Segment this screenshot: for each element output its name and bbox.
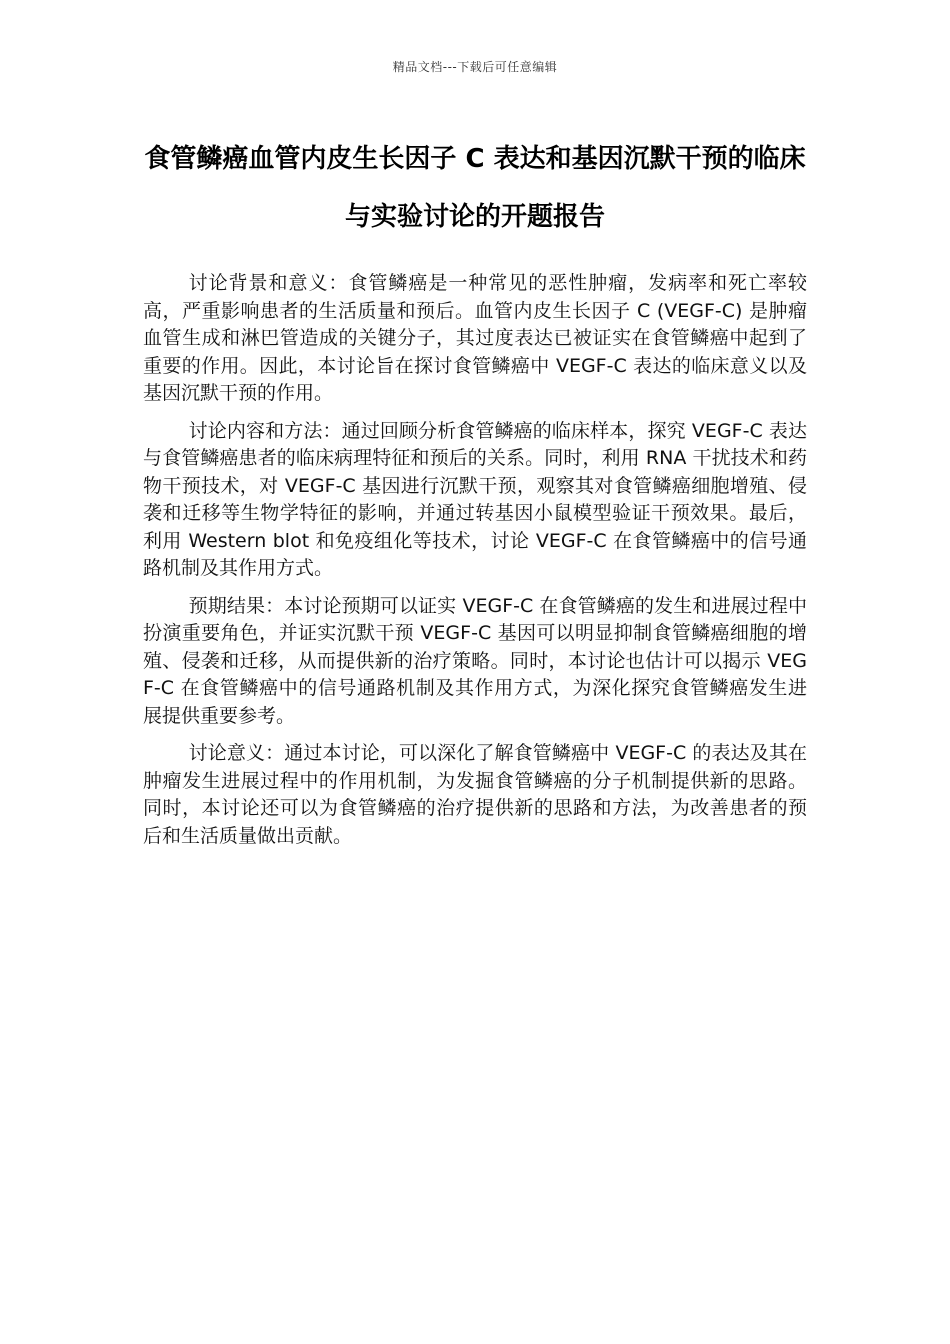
- header-note: 精品文档---下载后可任意编辑: [392, 60, 558, 74]
- document-body: [143, 270, 807, 860]
- paragraph-significance: 讨论意义：通过本讨论，可以深化了解食管鳞癌中 VEGF-C 的表达及其在肿瘤发生进展过程中的作用机制，为发掘食管鳞癌的分子机制提供新的思路。同时，本讨论还可以为食管鳞癌的治疗提供新的思路和方法，为改善患者的预后和生活质量做出贡献。: [143, 742, 807, 847]
- paragraph-methods: 讨论内容和方法：通过回顾分析食管鳞癌的临床样本，探究 VEGF-C 表达与食管鳞癌患者的临床病理特征和预后的关系。同时，利用 RNA 干扰技术和药物干预技术，对 VEGF-C 基因进行沉默干预，观察其对食管鳞癌细胞增殖、侵袭和迁移等生物学特征的影响，并通过转基因小鼠模型验证干预效果。最后，利用 Western blot 和免疫组化等技术，讨论 VEGF-C 在食管鳞癌中的信号通路机制及其作用方式。: [143, 419, 807, 579]
- paragraph-expected-results: 预期结果：本讨论预期可以证实 VEGF-C 在食管鳞癌的发生和进展过程中扮演重要角色，并证实沉默干预 VEGF-C 基因可以明显抑制食管鳞癌细胞的增殖、侵袭和迁移，从而提供新的治疗策略。同时，本讨论也估计可以揭示 VEGF-C 在食管鳞癌中的信号通路机制及其作用方式，为深化探究食管鳞癌发生进展提供重要参考。: [143, 594, 807, 727]
- paragraph-background: 讨论背景和意义：食管鳞癌是一种常见的恶性肿瘤，发病率和死亡率较高，严重影响患者的生活质量和预后。血管内皮生长因子 C (VEGF-C) 是肿瘤血管生成和淋巴管造成的关键分子，其过度表达已被证实在食管鳞癌中起到了重要的作用。因此，本讨论旨在探讨食管鳞癌中 VEGF-C 表达的临床意义以及基因沉默干预的作用。: [143, 272, 807, 404]
- document-title: 食管鳞癌血管内皮生长因子 C 表达和基因沉默干预的临床与实验讨论的开题报告: [144, 144, 806, 232]
